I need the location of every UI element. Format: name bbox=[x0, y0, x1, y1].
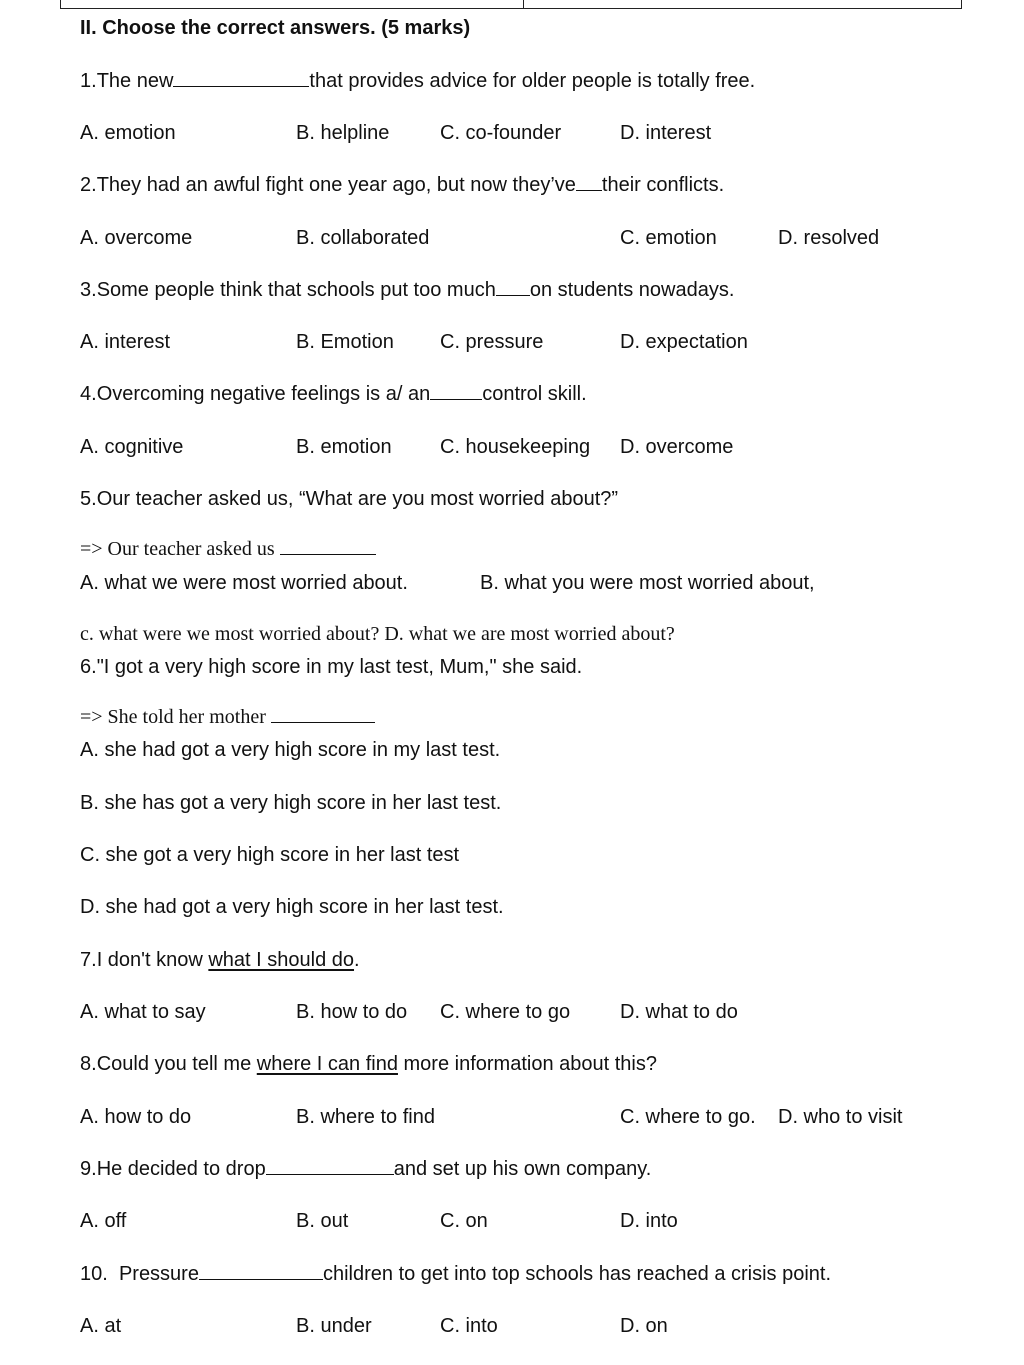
answer-blank bbox=[430, 381, 482, 400]
q1-option-c[interactable]: C. co-founder bbox=[440, 122, 562, 144]
question-text-after: that provides advice for older people is totally free. bbox=[309, 70, 756, 92]
question-6 bbox=[80, 654, 582, 680]
q2-option-a[interactable]: A. overcome bbox=[80, 227, 193, 249]
answer-blank bbox=[199, 1261, 323, 1280]
question-number: 7. bbox=[80, 949, 97, 971]
question-text-before: The new bbox=[96, 70, 174, 92]
q7-option-c[interactable]: C. where to go bbox=[440, 1001, 571, 1023]
q10-option-c[interactable]: C. into bbox=[440, 1315, 498, 1337]
question-6-rewrite bbox=[80, 704, 375, 730]
q2-option-b[interactable]: B. collaborated bbox=[296, 227, 430, 249]
q9-option-d[interactable]: D. into bbox=[620, 1210, 678, 1232]
q7-option-a[interactable]: A. what to say bbox=[80, 1001, 206, 1023]
q5-options-cd[interactable]: c. what were we most worried about? D. what we are most worried about? bbox=[80, 623, 675, 645]
q5-option-a[interactable]: A. what we were most worried about. bbox=[80, 572, 408, 594]
q4-option-d[interactable]: D. overcome bbox=[620, 436, 734, 458]
table-divider bbox=[523, 0, 524, 9]
q3-option-a[interactable]: A. interest bbox=[80, 331, 171, 353]
question-text-before: I don't know bbox=[96, 949, 209, 971]
question-number: 4. bbox=[80, 383, 97, 405]
q8-option-d[interactable]: D. who to visit bbox=[778, 1106, 903, 1128]
q6-option-a[interactable]: A. she had got a very high score in my last test. bbox=[80, 739, 501, 761]
question-10 bbox=[80, 1261, 831, 1287]
question-3 bbox=[80, 277, 734, 303]
question-number: 1. bbox=[80, 70, 97, 92]
question-number: 9. bbox=[80, 1158, 97, 1180]
q6-option-d[interactable]: D. she had got a very high score in her last test. bbox=[80, 896, 504, 918]
q4-option-b[interactable]: B. emotion bbox=[296, 436, 392, 458]
q2-option-d[interactable]: D. resolved bbox=[778, 227, 880, 249]
question-1 bbox=[80, 68, 755, 94]
top-table-border bbox=[60, 0, 962, 9]
section-title: II. Choose the correct answers. (5 marks) bbox=[80, 17, 471, 39]
q4-option-c[interactable]: C. housekeeping bbox=[440, 436, 591, 458]
question-7 bbox=[80, 947, 360, 973]
q7-option-b[interactable]: B. how to do bbox=[296, 1001, 408, 1023]
question-number: 10. bbox=[80, 1263, 108, 1285]
answer-blank bbox=[173, 68, 309, 87]
q10-option-b[interactable]: B. under bbox=[296, 1315, 372, 1337]
rewrite-prompt: => Our teacher asked us bbox=[80, 538, 275, 560]
question-text-before: Could you tell me bbox=[96, 1053, 257, 1075]
q5-option-b[interactable]: B. what you were most worried about, bbox=[480, 572, 815, 594]
question-text: "I got a very high score in my last test, Mum," she said. bbox=[96, 656, 583, 678]
question-text-before: Overcoming negative feelings is a/ an bbox=[96, 383, 431, 405]
underlined-phrase: what I should do bbox=[208, 949, 355, 971]
question-5 bbox=[80, 486, 618, 512]
q7-option-d[interactable]: D. what to do bbox=[620, 1001, 738, 1023]
q4-option-a[interactable]: A. cognitive bbox=[80, 436, 184, 458]
underlined-phrase: where I can find bbox=[256, 1053, 398, 1075]
q8-option-b[interactable]: B. where to find bbox=[296, 1106, 435, 1128]
q2-option-c[interactable]: C. emotion bbox=[620, 227, 717, 249]
q9-option-c[interactable]: C. on bbox=[440, 1210, 488, 1232]
q1-option-a[interactable]: A. emotion bbox=[80, 122, 176, 144]
question-text-after: . bbox=[354, 949, 360, 971]
question-text-after: and set up his own company. bbox=[393, 1158, 652, 1180]
q6-option-c[interactable]: C. she got a very high score in her last test bbox=[80, 844, 460, 866]
question-9 bbox=[80, 1156, 651, 1182]
answer-blank bbox=[266, 1156, 394, 1175]
q3-option-d[interactable]: D. expectation bbox=[620, 331, 748, 353]
question-number: 5. bbox=[80, 488, 97, 510]
q1-option-b[interactable]: B. helpline bbox=[296, 122, 390, 144]
q9-option-b[interactable]: B. out bbox=[296, 1210, 349, 1232]
q10-option-d[interactable]: D. on bbox=[620, 1315, 668, 1337]
q3-option-c[interactable]: C. pressure bbox=[440, 331, 544, 353]
question-text-before: Pressure bbox=[118, 1263, 199, 1285]
q8-option-c[interactable]: C. where to go. bbox=[620, 1106, 756, 1128]
question-number: 8. bbox=[80, 1053, 97, 1075]
question-text-after: on students nowadays. bbox=[529, 279, 735, 301]
question-text-after: their conflicts. bbox=[601, 174, 725, 196]
q8-option-a[interactable]: A. how to do bbox=[80, 1106, 192, 1128]
question-4 bbox=[80, 381, 587, 407]
q3-option-b[interactable]: B. Emotion bbox=[296, 331, 394, 353]
question-text-before: They had an awful fight one year ago, but now they’ve bbox=[96, 174, 576, 196]
q1-option-d[interactable]: D. interest bbox=[620, 122, 712, 144]
q6-option-b[interactable]: B. she has got a very high score in her last test. bbox=[80, 792, 502, 814]
rewrite-prompt: => She told her mother bbox=[80, 706, 266, 728]
question-8 bbox=[80, 1051, 657, 1077]
question-5-rewrite bbox=[80, 536, 376, 562]
question-number: 2. bbox=[80, 174, 97, 196]
question-text-after: children to get into top schools has reached a crisis point. bbox=[322, 1263, 832, 1285]
question-text-before: He decided to drop bbox=[96, 1158, 266, 1180]
question-text-after: control skill. bbox=[482, 383, 587, 405]
q10-option-a[interactable]: A. at bbox=[80, 1315, 122, 1337]
answer-blank bbox=[496, 277, 530, 296]
question-number: 6. bbox=[80, 656, 97, 678]
answer-blank bbox=[576, 172, 602, 191]
q9-option-a[interactable]: A. off bbox=[80, 1210, 127, 1232]
question-text-after: more information about this? bbox=[397, 1053, 657, 1075]
question-text-before: Some people think that schools put too much bbox=[96, 279, 496, 301]
answer-blank bbox=[271, 704, 375, 723]
question-number: 3. bbox=[80, 279, 97, 301]
question-2 bbox=[80, 172, 724, 198]
answer-blank bbox=[280, 536, 376, 555]
question-text: Our teacher asked us, “What are you most worried about?” bbox=[96, 488, 619, 510]
